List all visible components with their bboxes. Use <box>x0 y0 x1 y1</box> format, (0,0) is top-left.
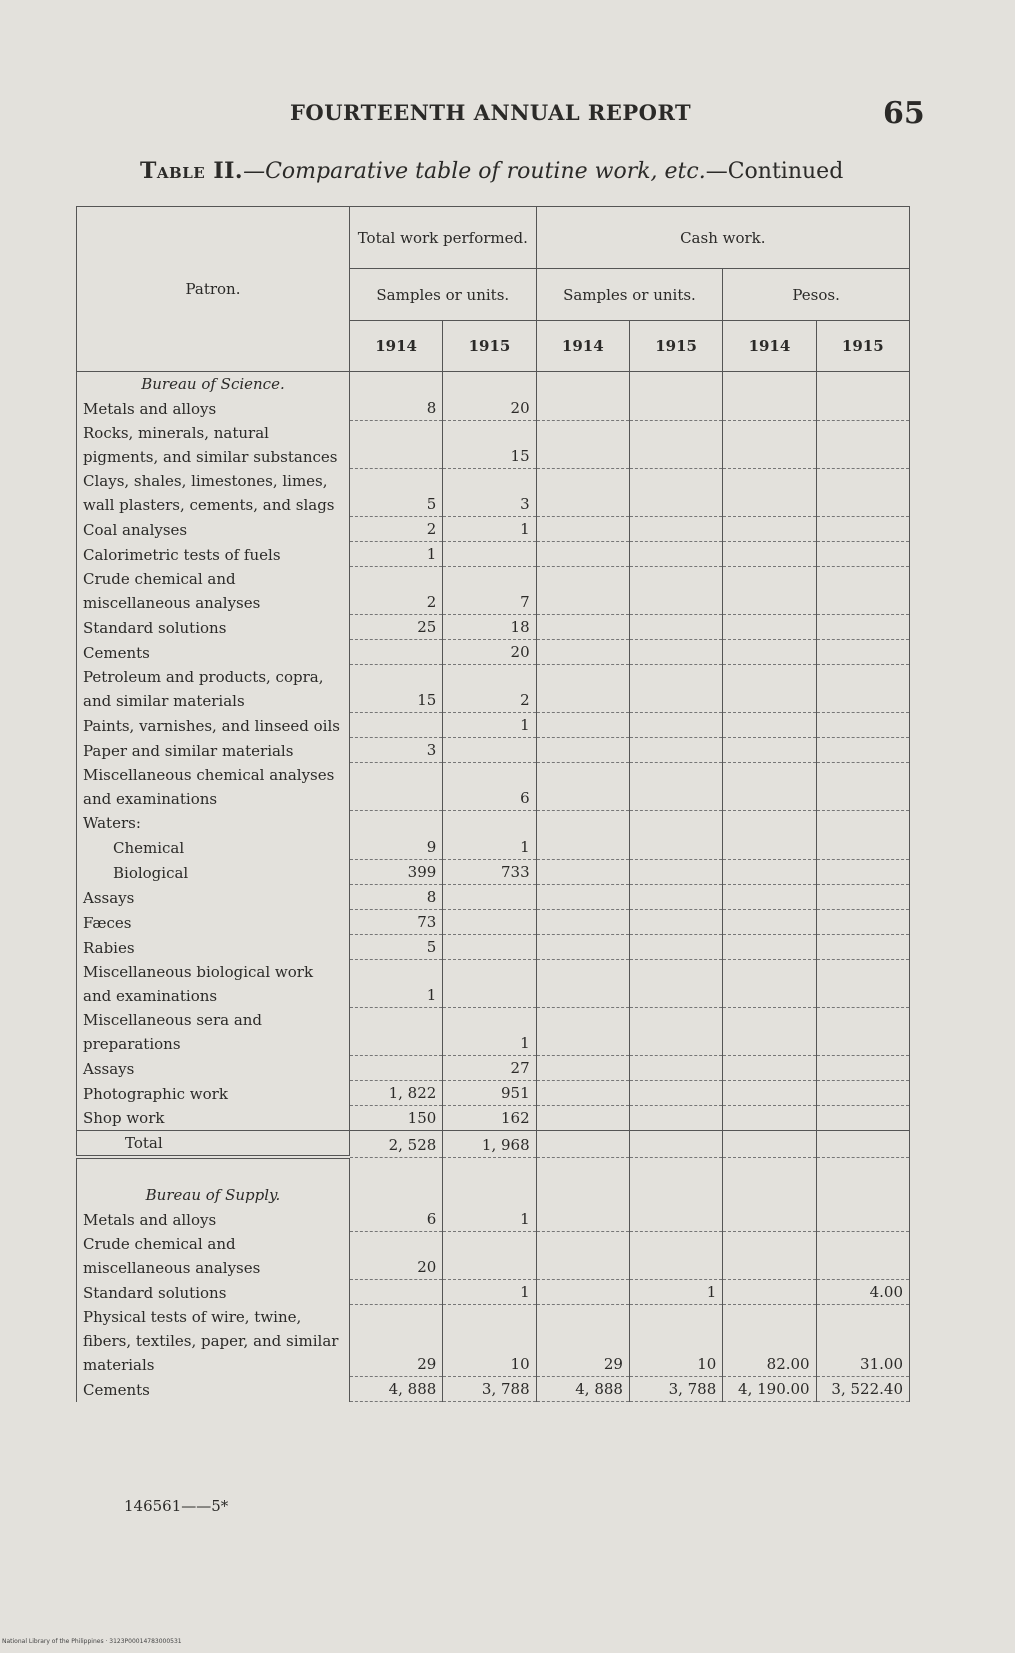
value-cell: 8 <box>349 885 442 910</box>
row-label: Assays <box>77 885 350 910</box>
value-cell <box>723 615 816 640</box>
table-row <box>77 517 910 542</box>
value-cell <box>723 567 816 615</box>
row-label: Crude chemical and miscellaneous analyses <box>77 1232 350 1280</box>
value-cell <box>723 1081 816 1106</box>
empty-cell <box>723 372 816 397</box>
value-cell: 6 <box>443 763 536 811</box>
archive-note: National Library of the Philippines · 3123P00014783000531 <box>2 1638 182 1645</box>
total-value-cell: 2, 528 <box>349 1131 442 1158</box>
section-heading-row <box>77 1183 910 1207</box>
table-row <box>77 860 910 885</box>
value-cell <box>629 738 722 763</box>
value-cell <box>629 811 722 836</box>
value-cell <box>443 738 536 763</box>
total-row <box>77 1131 910 1158</box>
value-cell: 15 <box>349 665 442 713</box>
value-cell <box>629 910 722 935</box>
spacer-cell <box>77 1157 350 1183</box>
value-cell <box>629 640 722 665</box>
value-cell <box>629 567 722 615</box>
empty-cell <box>816 1183 909 1207</box>
spacer-cell <box>443 1157 536 1183</box>
row-label: Shop work <box>77 1106 350 1131</box>
value-cell <box>536 1008 629 1056</box>
empty-cell <box>349 1183 442 1207</box>
table-row <box>77 1106 910 1131</box>
value-cell: 4, 888 <box>349 1377 442 1402</box>
row-label: Crude chemical and miscellaneous analyses <box>77 567 350 615</box>
value-cell: 3, 522.40 <box>816 1377 909 1402</box>
row-label: Paper and similar materials <box>77 738 350 763</box>
value-cell <box>816 615 909 640</box>
empty-cell <box>723 1183 816 1207</box>
value-cell <box>443 542 536 567</box>
value-cell <box>629 469 722 517</box>
table-row <box>77 763 910 811</box>
value-cell <box>536 396 629 421</box>
value-cell <box>536 1081 629 1106</box>
row-label: Rabies <box>77 935 350 960</box>
value-cell: 5 <box>349 469 442 517</box>
value-cell: 29 <box>349 1305 442 1377</box>
value-cell <box>629 835 722 860</box>
value-cell: 7 <box>443 567 536 615</box>
value-cell <box>816 1081 909 1106</box>
value-cell <box>536 811 629 836</box>
cash-work-header: Cash work. <box>536 207 909 269</box>
value-cell: 4, 190.00 <box>723 1377 816 1402</box>
table-row <box>77 567 910 615</box>
total-value-cell <box>536 1131 629 1158</box>
value-cell <box>443 910 536 935</box>
year-header: 1914 <box>536 321 629 372</box>
empty-cell <box>349 372 442 397</box>
value-cell: 2 <box>349 567 442 615</box>
value-cell <box>629 517 722 542</box>
value-cell <box>723 835 816 860</box>
value-cell <box>629 1008 722 1056</box>
table-row <box>77 542 910 567</box>
value-cell <box>349 1008 442 1056</box>
value-cell <box>536 1106 629 1131</box>
value-cell <box>629 1056 722 1081</box>
value-cell <box>816 1232 909 1280</box>
value-cell <box>629 421 722 469</box>
value-cell <box>723 1280 816 1305</box>
value-cell: 29 <box>536 1305 629 1377</box>
value-cell: 2 <box>443 665 536 713</box>
table-row <box>77 1280 910 1305</box>
value-cell: 150 <box>349 1106 442 1131</box>
value-cell: 1 <box>443 517 536 542</box>
value-cell: 82.00 <box>723 1305 816 1377</box>
value-cell <box>443 960 536 1008</box>
value-cell: 20 <box>443 396 536 421</box>
value-cell <box>816 935 909 960</box>
value-cell <box>723 910 816 935</box>
value-cell <box>723 396 816 421</box>
table-row <box>77 835 910 860</box>
value-cell <box>816 542 909 567</box>
empty-cell <box>629 1183 722 1207</box>
table-body <box>77 372 910 1402</box>
row-label: Metals and alloys <box>77 396 350 421</box>
value-cell <box>723 960 816 1008</box>
value-cell: 733 <box>443 860 536 885</box>
value-cell <box>816 960 909 1008</box>
value-cell <box>629 1232 722 1280</box>
value-cell <box>816 665 909 713</box>
value-cell <box>443 935 536 960</box>
value-cell <box>349 811 442 836</box>
value-cell: 1 <box>349 542 442 567</box>
table-row <box>77 885 910 910</box>
row-label: Photographic work <box>77 1081 350 1106</box>
value-cell: 27 <box>443 1056 536 1081</box>
value-cell <box>349 713 442 738</box>
value-cell <box>629 763 722 811</box>
spacer-cell <box>349 1157 442 1183</box>
value-cell: 31.00 <box>816 1305 909 1377</box>
value-cell <box>723 640 816 665</box>
year-header: 1915 <box>816 321 909 372</box>
value-cell <box>443 811 536 836</box>
table-row <box>77 396 910 421</box>
value-cell <box>723 885 816 910</box>
table-row <box>77 469 910 517</box>
row-label: Fæces <box>77 910 350 935</box>
value-cell <box>536 421 629 469</box>
spacer-cell <box>536 1157 629 1183</box>
cash-samples-units-header: Samples or units. <box>536 269 723 321</box>
row-label: Chemical <box>77 835 350 860</box>
value-cell <box>816 396 909 421</box>
caption-title: —Comparative table of routine work, etc. <box>243 159 706 184</box>
value-cell: 10 <box>443 1305 536 1377</box>
value-cell: 951 <box>443 1081 536 1106</box>
row-label: Cements <box>77 1377 350 1402</box>
table-row <box>77 1081 910 1106</box>
row-label: Coal analyses <box>77 517 350 542</box>
value-cell <box>723 935 816 960</box>
value-cell <box>629 1207 722 1232</box>
pesos-header: Pesos. <box>723 269 910 321</box>
value-cell <box>536 469 629 517</box>
value-cell <box>723 1008 816 1056</box>
value-cell <box>536 935 629 960</box>
value-cell <box>629 396 722 421</box>
value-cell: 399 <box>349 860 442 885</box>
total-value-cell <box>816 1131 909 1158</box>
value-cell <box>629 665 722 713</box>
printer-code: 146561——5* <box>124 1497 229 1515</box>
value-cell <box>723 1207 816 1232</box>
value-cell <box>536 517 629 542</box>
row-label: Miscellaneous sera and preparations <box>77 1008 350 1056</box>
table-row <box>77 910 910 935</box>
value-cell: 1 <box>443 1008 536 1056</box>
row-label: Petroleum and products, copra, and similar materials <box>77 665 350 713</box>
table-row <box>77 1008 910 1056</box>
year-header: 1915 <box>443 321 536 372</box>
total-work-header: Total work performed. <box>349 207 536 269</box>
value-cell <box>816 1008 909 1056</box>
row-label: Assays <box>77 1056 350 1081</box>
value-cell: 4.00 <box>816 1280 909 1305</box>
value-cell <box>536 665 629 713</box>
value-cell <box>723 1106 816 1131</box>
row-label: Standard solutions <box>77 615 350 640</box>
value-cell <box>536 567 629 615</box>
year-header: 1914 <box>349 321 442 372</box>
value-cell: 1 <box>443 1280 536 1305</box>
running-head: FOURTEENTH ANNUAL REPORT <box>290 100 692 125</box>
value-cell <box>723 713 816 738</box>
empty-cell <box>816 372 909 397</box>
table-row <box>77 421 910 469</box>
value-cell <box>816 713 909 738</box>
table-row <box>77 713 910 738</box>
value-cell <box>536 1056 629 1081</box>
value-cell: 1 <box>443 713 536 738</box>
value-cell <box>816 567 909 615</box>
table-caption <box>140 158 900 184</box>
value-cell <box>536 738 629 763</box>
table-row <box>77 935 910 960</box>
row-label: Calorimetric tests of fuels <box>77 542 350 567</box>
table-row <box>77 811 910 836</box>
value-cell: 9 <box>349 835 442 860</box>
value-cell <box>816 640 909 665</box>
value-cell <box>723 1232 816 1280</box>
value-cell <box>816 885 909 910</box>
row-label: Physical tests of wire, twine, fibers, textiles, paper, and similar materials <box>77 1305 350 1377</box>
row-label: Clays, shales, limestones, limes, wall plasters, cements, and slags <box>77 469 350 517</box>
empty-cell <box>536 372 629 397</box>
year-header: 1914 <box>723 321 816 372</box>
value-cell: 1 <box>349 960 442 1008</box>
value-cell: 15 <box>443 421 536 469</box>
value-cell: 3 <box>443 469 536 517</box>
value-cell <box>816 1106 909 1131</box>
value-cell <box>816 421 909 469</box>
value-cell <box>536 860 629 885</box>
value-cell: 3, 788 <box>629 1377 722 1402</box>
row-label: Biological <box>77 860 350 885</box>
value-cell <box>816 469 909 517</box>
value-cell <box>723 1056 816 1081</box>
page-number: 65 <box>883 96 925 131</box>
value-cell <box>536 910 629 935</box>
value-cell <box>536 1207 629 1232</box>
spacer-cell <box>723 1157 816 1183</box>
value-cell <box>536 835 629 860</box>
value-cell <box>349 1280 442 1305</box>
total-label: Total <box>77 1131 350 1158</box>
comparative-table <box>76 206 910 1402</box>
value-cell <box>536 640 629 665</box>
value-cell: 8 <box>349 396 442 421</box>
section-heading: Bureau of Supply. <box>77 1183 350 1207</box>
value-cell <box>349 1056 442 1081</box>
value-cell: 5 <box>349 935 442 960</box>
value-cell <box>629 960 722 1008</box>
empty-cell <box>629 372 722 397</box>
value-cell <box>723 738 816 763</box>
value-cell <box>723 421 816 469</box>
value-cell <box>816 860 909 885</box>
value-cell: 3 <box>349 738 442 763</box>
value-cell <box>443 1232 536 1280</box>
value-cell <box>629 615 722 640</box>
value-cell <box>816 1207 909 1232</box>
value-cell <box>629 935 722 960</box>
value-cell: 20 <box>443 640 536 665</box>
table-row <box>77 1232 910 1280</box>
value-cell <box>536 615 629 640</box>
empty-cell <box>443 1183 536 1207</box>
value-cell <box>443 885 536 910</box>
value-cell <box>723 542 816 567</box>
value-cell <box>536 960 629 1008</box>
value-cell <box>629 1106 722 1131</box>
value-cell <box>629 1081 722 1106</box>
row-label: Waters: <box>77 811 350 836</box>
value-cell <box>349 763 442 811</box>
value-cell <box>816 517 909 542</box>
section-spacer <box>77 1157 910 1183</box>
table-row <box>77 1056 910 1081</box>
value-cell <box>816 738 909 763</box>
value-cell <box>723 860 816 885</box>
value-cell <box>349 640 442 665</box>
value-cell <box>723 517 816 542</box>
table-row <box>77 1207 910 1232</box>
table-row <box>77 615 910 640</box>
value-cell <box>816 910 909 935</box>
empty-cell <box>443 372 536 397</box>
row-label: Miscellaneous biological work and examinations <box>77 960 350 1008</box>
value-cell <box>536 1232 629 1280</box>
value-cell: 10 <box>629 1305 722 1377</box>
value-cell <box>536 713 629 738</box>
value-cell <box>629 860 722 885</box>
total-value-cell: 1, 968 <box>443 1131 536 1158</box>
value-cell <box>536 1280 629 1305</box>
value-cell <box>349 421 442 469</box>
row-label: Miscellaneous chemical analyses and examinations <box>77 763 350 811</box>
total-value-cell <box>723 1131 816 1158</box>
value-cell <box>629 542 722 567</box>
value-cell: 1 <box>443 1207 536 1232</box>
patron-header: Patron. <box>77 207 350 372</box>
value-cell <box>723 469 816 517</box>
value-cell <box>723 811 816 836</box>
total-value-cell <box>629 1131 722 1158</box>
table-row <box>77 960 910 1008</box>
value-cell <box>723 763 816 811</box>
samples-units-header: Samples or units. <box>349 269 536 321</box>
value-cell: 18 <box>443 615 536 640</box>
value-cell: 20 <box>349 1232 442 1280</box>
value-cell: 6 <box>349 1207 442 1232</box>
row-label: Paints, varnishes, and linseed oils <box>77 713 350 738</box>
row-label: Rocks, minerals, natural pigments, and similar substances <box>77 421 350 469</box>
section-heading: Bureau of Science. <box>77 372 350 397</box>
value-cell <box>536 885 629 910</box>
value-cell <box>629 885 722 910</box>
value-cell: 1 <box>443 835 536 860</box>
table-row <box>77 665 910 713</box>
row-label: Cements <box>77 640 350 665</box>
empty-cell <box>536 1183 629 1207</box>
value-cell <box>629 713 722 738</box>
spacer-cell <box>629 1157 722 1183</box>
table-row <box>77 738 910 763</box>
value-cell: 1, 822 <box>349 1081 442 1106</box>
value-cell <box>536 542 629 567</box>
value-cell: 4, 888 <box>536 1377 629 1402</box>
table-row <box>77 1305 910 1377</box>
spacer-cell <box>816 1157 909 1183</box>
table-row <box>77 640 910 665</box>
year-header: 1915 <box>629 321 722 372</box>
value-cell: 73 <box>349 910 442 935</box>
value-cell <box>816 1056 909 1081</box>
value-cell: 25 <box>349 615 442 640</box>
value-cell: 2 <box>349 517 442 542</box>
row-label: Standard solutions <box>77 1280 350 1305</box>
section-heading-row <box>77 372 910 397</box>
value-cell: 3, 788 <box>443 1377 536 1402</box>
value-cell <box>536 763 629 811</box>
caption-lead: Table II. <box>140 158 244 184</box>
value-cell <box>816 835 909 860</box>
row-label: Metals and alloys <box>77 1207 350 1232</box>
table-row <box>77 1377 910 1402</box>
value-cell <box>723 665 816 713</box>
value-cell <box>816 763 909 811</box>
value-cell: 1 <box>629 1280 722 1305</box>
value-cell <box>816 811 909 836</box>
value-cell: 162 <box>443 1106 536 1131</box>
caption-suffix: —Continued <box>705 159 844 184</box>
